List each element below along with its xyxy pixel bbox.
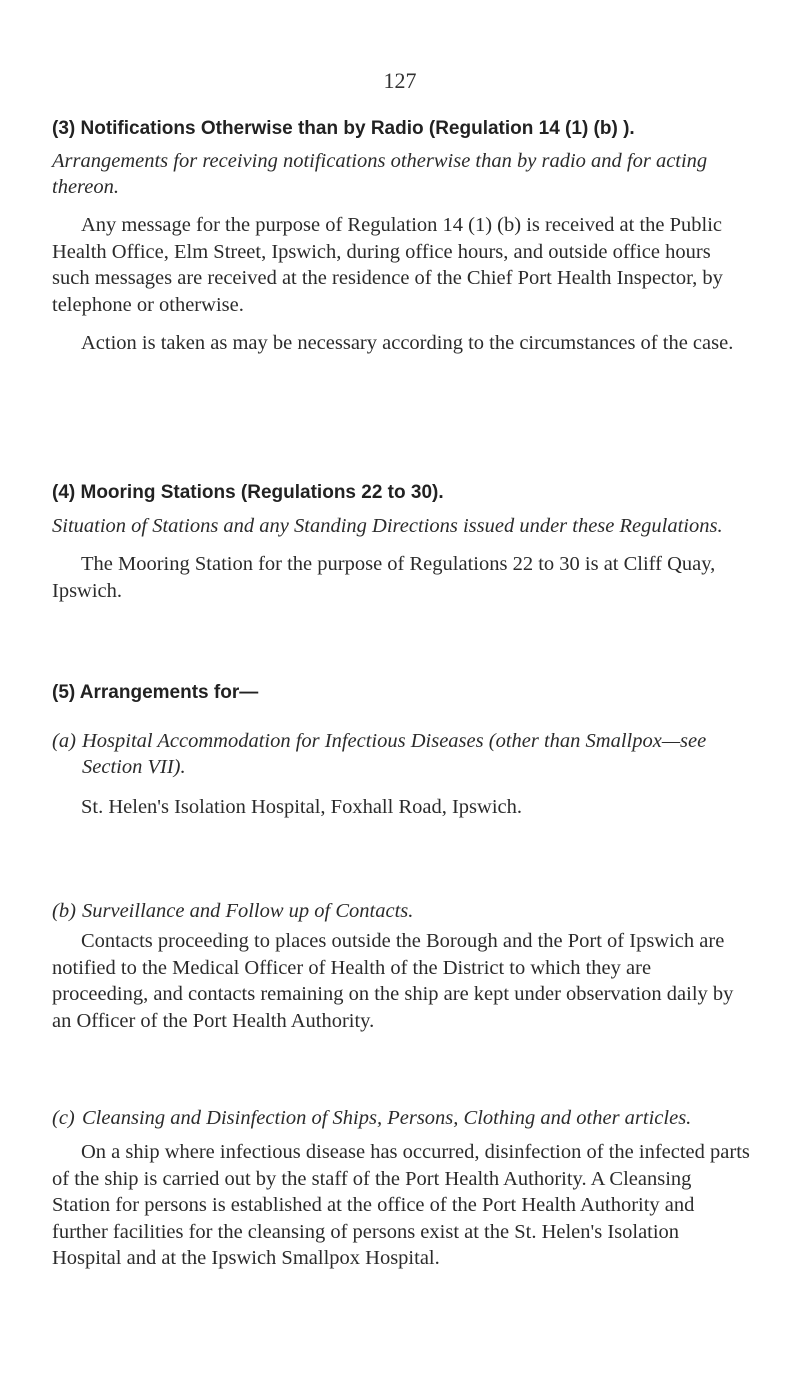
section-notifications [52, 118, 752, 357]
paragraph: The Mooring Station for the purpose of Regulations 22 to 30 is at Cliff Quay, Ipswich. [52, 553, 716, 602]
item-body: St. Helen's Isolation Hospital, Foxhall Road, Ipswich. [81, 796, 522, 818]
arrangement-item-b [52, 898, 752, 1034]
arrangement-item-a [52, 728, 752, 821]
item-title: Cleansing and Disinfection of Ships, Persons, Clothing and other articles. [82, 1107, 692, 1129]
section-arrangements [52, 682, 752, 704]
item-title: Hospital Accommodation for Infectious Diseases (other than Smallpox—see Section VII). [82, 730, 707, 778]
page-number: 127 [383, 68, 417, 93]
section-subheading: Situation of Stations and any Standing Directions issued under these Regulations. [52, 515, 723, 537]
item-title: Surveillance and Follow up of Contacts. [82, 900, 414, 922]
section-mooring [52, 482, 752, 604]
section-heading: (5) Arrangements for— [52, 682, 259, 703]
item-label: (a) [52, 730, 76, 752]
item-label: (b) [52, 900, 76, 922]
item-body: On a ship where infectious disease has occurred, disinfection of the infected parts of the ship is carried out by the staff of the Port Health Authority. A Cleansing Station for persons is established at the office of the Port Health Authority and further facilities for the cleansing of persons exist at the St. Helen's Isolation Hospital and at the Ipswich Smallpox Hospital. [52, 1141, 750, 1269]
section-subheading: Arrangements for receiving notifications otherwise than by radio and for acting thereon. [52, 150, 708, 198]
item-body: Contacts proceeding to places outside the Borough and the Port of Ipswich are notified to the Medical Officer of Health of the District to which they are proceeding, and contacts remaining on the ship are kept under observation daily by an Officer of the Port Health Authority. [52, 930, 734, 1032]
section-heading: (4) Mooring Stations (Regulations 22 to 30). [52, 482, 444, 503]
paragraph: Action is taken as may be necessary according to the circumstances of the case. [81, 332, 734, 354]
item-label: (c) [52, 1107, 75, 1129]
section-heading: (3) Notifications Otherwise than by Radio (Regulation 14 (1) (b) ). [52, 118, 635, 139]
arrangement-item-c [52, 1105, 752, 1272]
paragraph: Any message for the purpose of Regulation 14 (1) (b) is received at the Public Health Office, Elm Street, Ipswich, during office hours, and outside office hours such messages are received at the residence of the Chief Port Health Inspector, by telephone or otherwise. [52, 214, 723, 316]
